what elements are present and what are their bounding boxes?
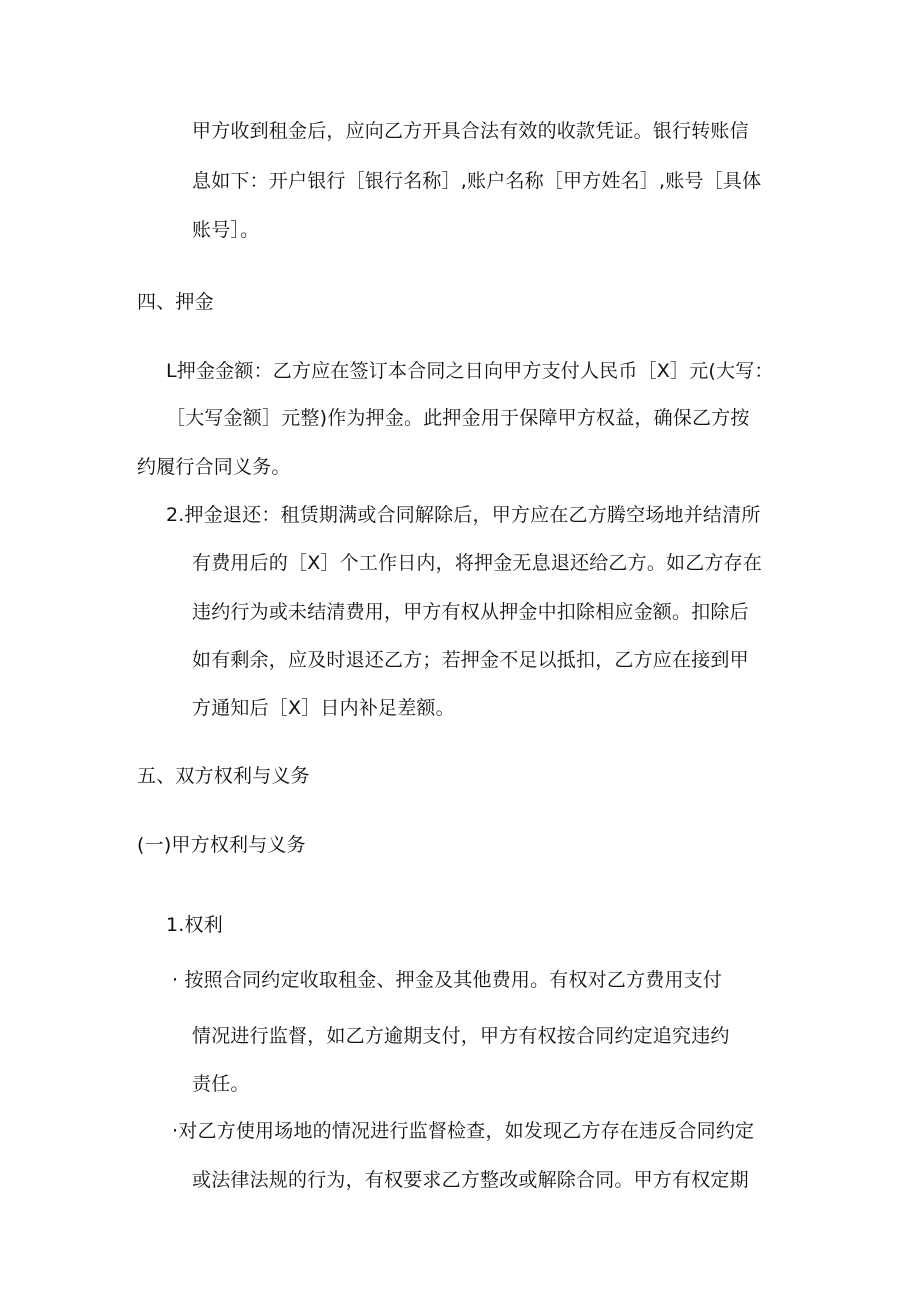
deposit-amount-line-2: ［大写金额］元整)作为押金。此押金用于保障甲方权益，确保乙方按: [166, 407, 750, 429]
deposit-amount-line-1: L押金金额：乙方应在签订本合同之日向甲方支付人民币［X］元(大写：: [166, 360, 774, 382]
deposit-amount-line-3: 约履行合同义务。: [137, 456, 291, 478]
payment-paragraph-line-3: 账号］。: [192, 219, 260, 241]
section-4-heading: 四、押金: [137, 291, 214, 313]
rights-bullet-1-line-3: 责任。: [192, 1073, 250, 1095]
payment-paragraph-line-2: 息如下：开户银行［银行名称］,账户名称［甲方姓名］,账号［具体: [192, 170, 762, 192]
deposit-refund-line-2: 有费用后的［X］个工作日内，将押金无息退还给乙方。如乙方存在: [192, 552, 763, 574]
payment-paragraph-line-1: 甲方收到租金后，应向乙方开具合法有效的收款凭证。银行转账信: [192, 120, 749, 142]
rights-bullet-1-line-1: · 按照合同约定收取租金、押金及其他费用。有权对乙方费用支付: [172, 969, 723, 991]
rights-bullet-1-line-2: 情况进行监督，如乙方逾期支付，甲方有权按合同约定追究违约: [192, 1025, 730, 1047]
deposit-refund-line-4: 如有剩余，应及时退还乙方；若押金不足以抵扣，乙方应在接到甲: [192, 649, 749, 671]
deposit-refund-line-5: 方通知后［X］日内补足差额。: [192, 697, 455, 719]
deposit-refund-line-3: 违约行为或未结清费用，甲方有权从押金中扣除相应金额。扣除后: [192, 601, 749, 623]
section-5-sub-1-heading: (一)甲方权利与义务: [137, 834, 306, 856]
deposit-refund-line-1: 2.押金退还：租赁期满或合同解除后，甲方应在乙方腾空场地并结清所: [166, 504, 761, 526]
rights-bullet-2-line-2: 或法律法规的行为，有权要求乙方整改或解除合同。甲方有权定期: [192, 1169, 749, 1191]
rights-heading: 1.权利: [166, 914, 223, 936]
section-5-heading: 五、双方权利与义务: [137, 765, 310, 787]
rights-bullet-2-line-1: ·对乙方使用场地的情况进行监督检查，如发现乙方存在违反合同约定: [172, 1120, 755, 1142]
